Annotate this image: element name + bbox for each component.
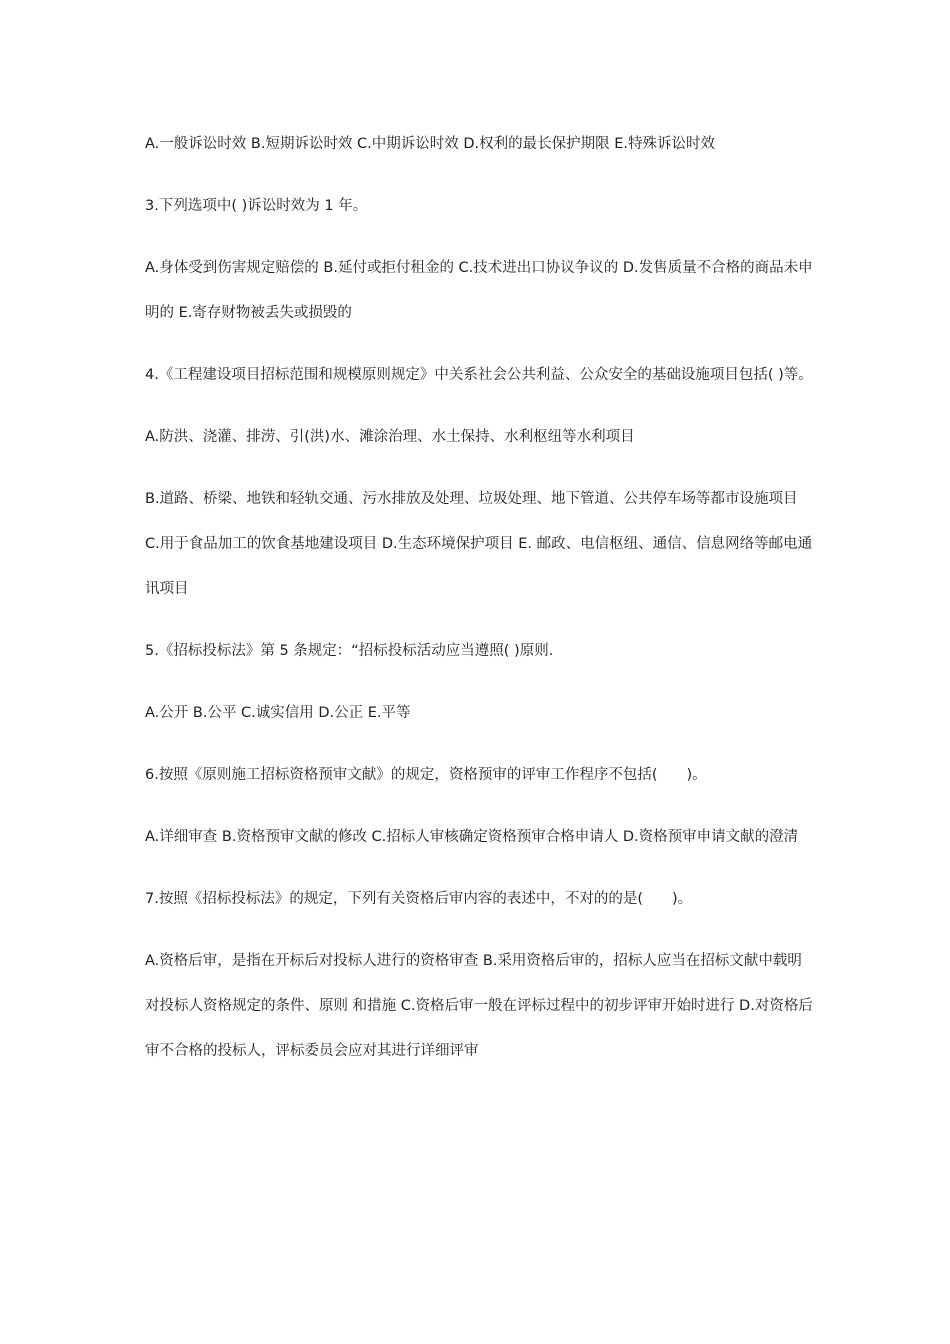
document-body	[145, 122, 813, 1091]
options-paragraph-q6: A.详细审查 B.资格预审文献的修改 C.招标人审核确定资格预审合格申请人 D.资格预审申请文献的澄清	[145, 829, 799, 845]
options-b-e-q4: B.道路、桥梁、地铁和轻轨交通、污水排放及处理、垃圾处理、地下管道、公共停车场等都市设施项目 C.用于食品加工的饮食基地建设项目 D.生态环境保护项目 E. 邮政、电信枢纽、通信、信息网络等邮电通讯项目	[145, 491, 813, 597]
options-paragraph-q2: A.一般诉讼时效 B.短期诉讼时效 C.中期诉讼时效 D.权利的最长保护期限 E.特殊诉讼时效	[145, 136, 716, 152]
question-7: 7.按照《招标投标法》的规定，下列有关资格后审内容的表述中，不对的的是( )。	[145, 891, 693, 907]
options-paragraph-q3: A.身体受到伤害规定赔偿的 B.延付或拒付租金的 C.技术进出口协议争议的 D.发售质量不合格的商品未申明的 E.寄存财物被丢失或损毁的	[145, 260, 813, 321]
options-paragraph-q5: A.公开 B.公平 C.诚实信用 D.公正 E.平等	[145, 705, 411, 721]
options-paragraph-q7: A.资格后审，是指在开标后对投标人进行的资格审查 B.采用资格后审的，招标人应当在招标文献中载明对投标人资格规定的条件、原则 和措施 C.资格后审一般在评标过程中的初步评审开始时进行 D.对资格后审不合格的投标人，评标委员会应对其进行详细评审	[145, 953, 813, 1059]
question-3: 3.下列选项中( )诉讼时效为 1 年。	[145, 198, 368, 214]
question-5: 5.《招标投标法》第 5 条规定：“招标投标活动应当遵照( )原则.	[145, 643, 554, 659]
option-a-q4: A.防洪、浇灌、排涝、引(洪)水、滩涂治理、水土保持、水利枢纽等水利项目	[145, 429, 635, 445]
question-4: 4.《工程建设项目招标范围和规模原则规定》中关系社会公共利益、公众安全的基础设施项目包括( )等。	[145, 367, 813, 383]
question-6: 6.按照《原则施工招标资格预审文献》的规定，资格预审的评审工作程序不包括( )。	[145, 767, 707, 783]
